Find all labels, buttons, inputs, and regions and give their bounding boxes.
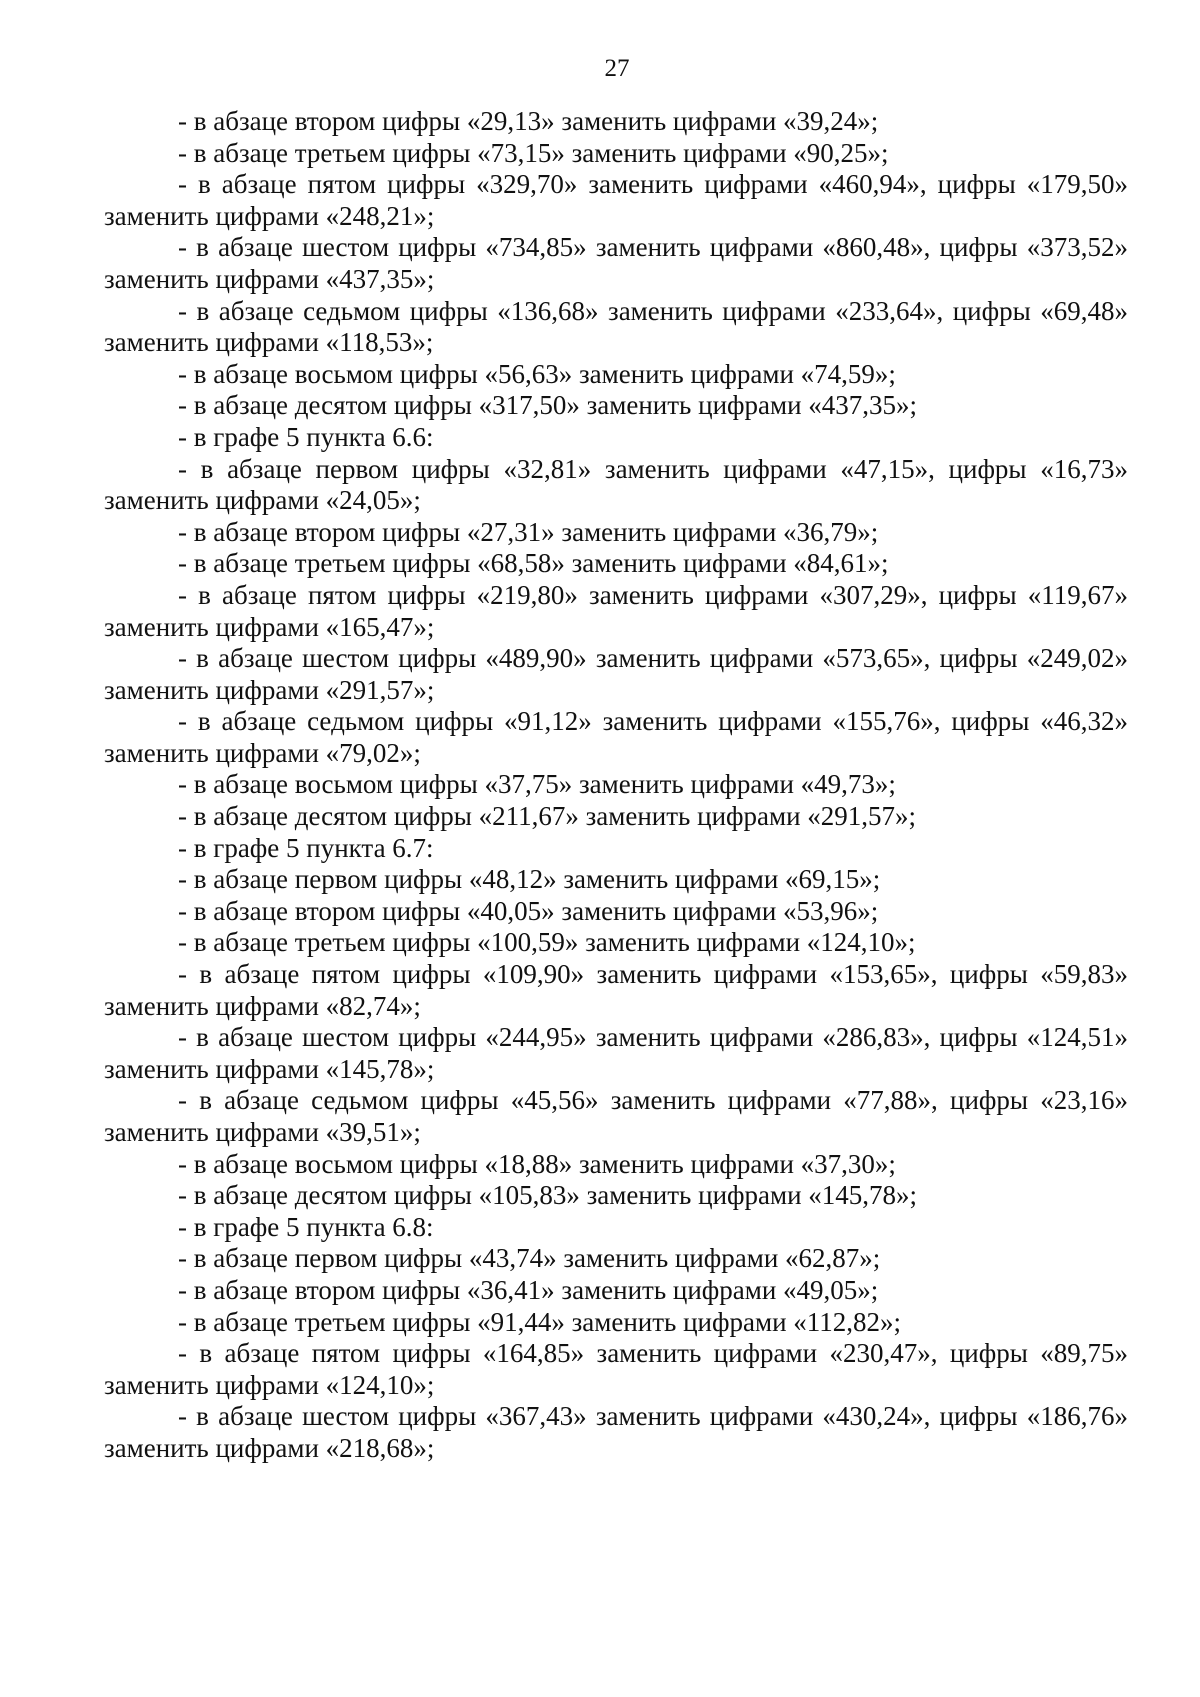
paragraph-22: - в абзаце шестом цифры «244,95» заменить цифрами «286,83», цифры «124,51» заменить цифрами «145,78»; [104,1022,1128,1084]
paragraph-3: - в абзаце пятом цифры «329,70» заменить цифрами «460,94», цифры «179,50» заменить цифрами «248,21»; [104,169,1128,231]
paragraph-23: - в абзаце седьмом цифры «45,56» заменить цифрами «77,88», цифры «23,16» заменить цифрами «39,51»; [104,1085,1128,1147]
paragraph-1: - в абзаце втором цифры «29,13» заменить цифрами «39,24»; [178,106,879,136]
page-number: 27 [604,55,630,82]
paragraph-18: - в абзаце первом цифры «48,12» заменить цифрами «69,15»; [178,864,881,895]
paragraph-19: - в абзаце втором цифры «40,05» заменить цифрами «53,96»; [178,895,879,926]
paragraph-15: - в абзаце восьмом цифры «37,75» заменить цифрами «49,73»; [178,769,896,800]
paragraph-9: - в абзаце первом цифры «32,81» заменить цифрами «47,15», цифры «16,73» заменить цифрами «24,05»; [104,453,1128,516]
paragraph-25: - в абзаце десятом цифры «105,83» заменить цифрами «145,78»; [178,1180,918,1211]
paragraph-4: - в абзаце шестом цифры «734,85» заменить цифрами «860,48», цифры «373,52» заменить цифрами «437,35»; [104,232,1128,294]
paragraph-27: - в абзаце первом цифры «43,74» заменить цифрами «62,87»; [178,1243,881,1274]
paragraph-17: - в графе 5 пункта 6.7: [178,832,434,863]
paragraph-8: - в графе 5 пункта 6.6: [178,421,434,452]
paragraph-5: - в абзаце седьмом цифры «136,68» заменить цифрами «233,64», цифры «69,48» заменить цифрами «118,53»; [104,295,1128,358]
paragraph-11: - в абзаце третьем цифры «68,58» заменить цифрами «84,61»; [178,548,889,579]
paragraph-2: - в абзаце третьем цифры «73,15» заменить цифрами «90,25»; [178,137,889,168]
paragraph-14: - в абзаце седьмом цифры «91,12» заменить цифрами «155,76», цифры «46,32» заменить цифрами «79,02»; [104,706,1128,768]
paragraph-13: - в абзаце шестом цифры «489,90» заменить цифрами «573,65», цифры «249,02» заменить цифрами «291,57»; [104,643,1128,705]
paragraph-31: - в абзаце шестом цифры «367,43» заменить цифрами «430,24», цифры «186,76» заменить цифрами «218,68»; [104,1401,1128,1463]
paragraph-26: - в графе 5 пункта 6.8: [178,1211,434,1242]
paragraph-20: - в абзаце третьем цифры «100,59» заменить цифрами «124,10»; [178,927,916,958]
document-body [104,106,1128,1465]
paragraph-24: - в абзаце восьмом цифры «18,88» заменить цифрами «37,30»; [178,1148,896,1179]
paragraph-16: - в абзаце десятом цифры «211,67» заменить цифрами «291,57»; [178,801,917,832]
paragraph-7: - в абзаце десятом цифры «317,50» заменить цифрами «437,35»; [178,390,918,421]
paragraph-21: - в абзаце пятом цифры «109,90» заменить цифрами «153,65», цифры «59,83» заменить цифрами «82,74»; [104,959,1128,1021]
paragraph-28: - в абзаце втором цифры «36,41» заменить цифрами «49,05»; [178,1274,879,1305]
paragraph-10: - в абзаце втором цифры «27,31» заменить цифрами «36,79»; [178,516,879,547]
paragraph-29: - в абзаце третьем цифры «91,44» заменить цифрами «112,82»; [178,1306,902,1337]
paragraph-30: - в абзаце пятом цифры «164,85» заменить цифрами «230,47», цифры «89,75» заменить цифрами «124,10»; [104,1338,1128,1400]
paragraph-12: - в абзаце пятом цифры «219,80» заменить цифрами «307,29», цифры «119,67» заменить цифрами «165,47»; [104,579,1128,642]
paragraph-6: - в абзаце восьмом цифры «56,63» заменить цифрами «74,59»; [178,358,896,389]
